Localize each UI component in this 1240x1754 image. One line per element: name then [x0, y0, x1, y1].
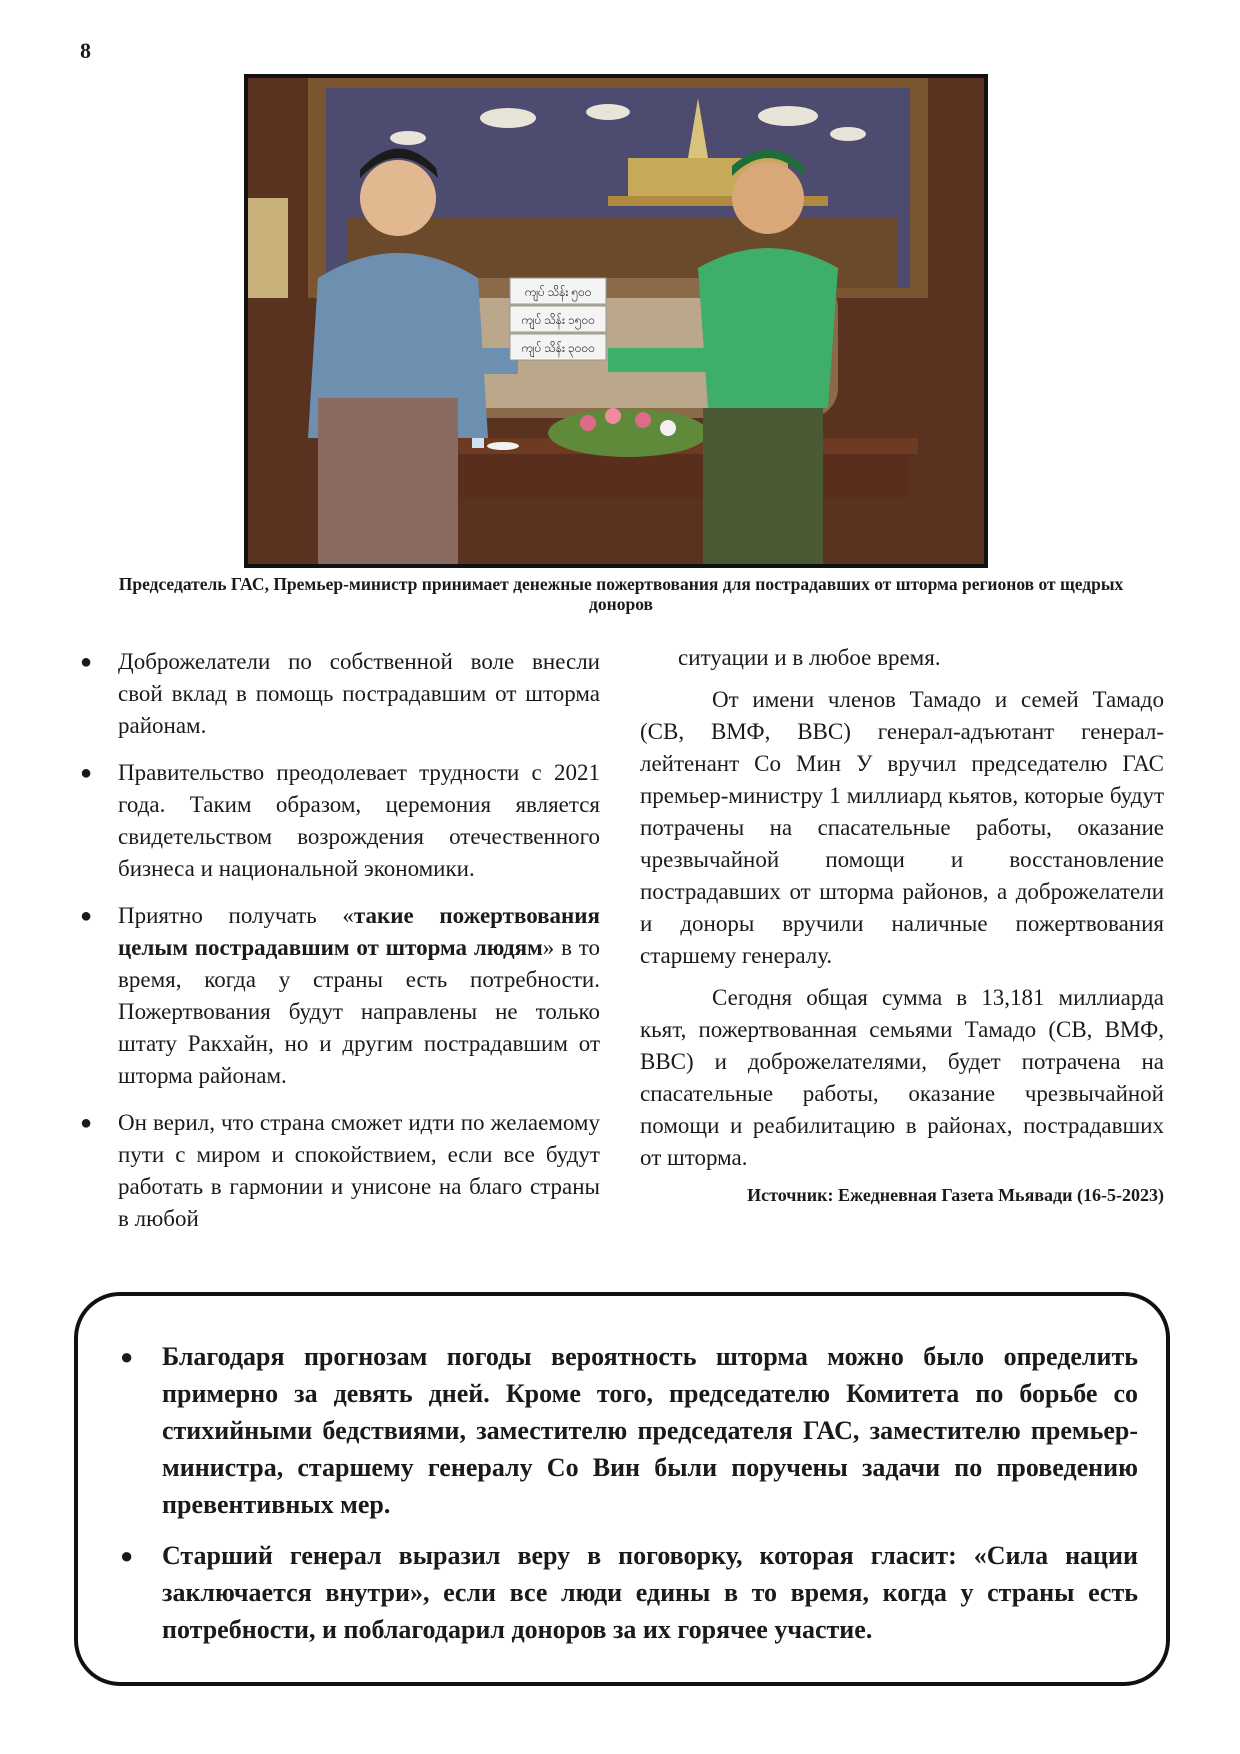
highlight-box [74, 1292, 1170, 1686]
continued-text: ситуации и в любое время. [678, 645, 941, 670]
list-item [78, 1107, 600, 1235]
list-item [78, 757, 600, 885]
list-item-text: » в то время, когда у страны есть потребности. Пожертвования будут направлены не только штату Ракхайн, но и другим пострадавшим от шторма районам. [118, 935, 601, 1088]
donation-board-label: ကျပ် သိန်း ၅၀၀ [524, 285, 592, 299]
article-paragraph: Сегодня общая сумма в 13,181 миллиарда кьят, пожертвованная семьями Тамадо (СВ, ВМФ, ВВС) и доброжелателями, будет потрачена на спасательные работы, оказание чрезвычайной помощи и реабилитацию в районах, пострадавших от шторма. [640, 985, 1164, 1170]
photo-illustration [248, 78, 984, 564]
box-bullet-text: Благодаря прогнозам погоды вероятность шторма можно было определить примерно за девять дней. Кроме того, председателю Комитета по борьбе со стихийными бедствиями, заместителю председателя ГАС, заместителю премьер-министра, старшему генералу Со Вин были поручены задачи по проведению превентивных мер. [162, 1342, 1138, 1519]
donation-board-label: ကျပ် သိန်း ၃၀၀၀ [521, 341, 595, 355]
source-citation: Источник: Ежедневная Газета Мьявади (16-5-2023) [747, 1185, 1164, 1205]
bullet-icon: ● [120, 1344, 134, 1369]
donation-board-label: ကျပ် သိန်း ၁၅၀၀ [521, 313, 595, 327]
list-item [78, 900, 600, 1092]
left-bullet-list [78, 646, 600, 1235]
right-column [640, 642, 1164, 1206]
donation-ceremony-photo [244, 74, 988, 568]
list-item-text: Приятно получать « [118, 903, 354, 928]
photo-caption: Председатель ГАС, Премьер-министр принимает денежные пожертвования для пострадавших от шторма регионов от щедрых доноров [118, 574, 1124, 614]
bold-text: такие пожертвования целым пострадавшим от шторма людям [118, 903, 600, 960]
bullet-icon: ● [80, 1112, 93, 1134]
box-bullet [102, 1338, 1138, 1523]
list-item-text: Доброжелатели по собственной воле внесли свой вклад в помощь пострадавшим от шторма районам. [118, 649, 600, 738]
bullet-icon: ● [80, 762, 93, 784]
box-bullet-text: Старший генерал выразил веру в поговорку, которая гласит: «Сила нации заключается внутри», если все люди едины в то время, когда у страны есть потребности, и поблагодарил доноров за их горячее участие. [162, 1541, 1138, 1644]
page-number: 8 [80, 38, 91, 63]
box-bullet [102, 1537, 1138, 1648]
bullet-icon: ● [120, 1543, 134, 1568]
list-item [78, 646, 600, 742]
article-paragraph: От имени членов Тамадо и семей Тамадо (СВ, ВМФ, ВВС) генерал-адъютант генерал-лейтенант Со Мин У вручил председателю ГАС премьер-министру 1 миллиард кьятов, которые будут потрачены на спасательные работы, оказание чрезвычайной помощи и восстановление пострадавших от шторма районов, а доброжелатели и доноры вручили наличные пожертвования старшему генералу. [640, 687, 1164, 968]
list-item-text: Правительство преодолевает трудности с 2021 года. Таким образом, церемония является свидетельством возрождения отечественного бизнеса и национальной экономики. [118, 760, 600, 881]
left-column [78, 646, 600, 1250]
bullet-icon: ● [80, 905, 93, 927]
list-item-text: Он верил, что страна сможет идти по желаемому пути с миром и спокойствием, если все будут работать в гармонии и унисоне на благо страны в любой [118, 1110, 600, 1231]
bullet-icon: ● [80, 651, 93, 673]
